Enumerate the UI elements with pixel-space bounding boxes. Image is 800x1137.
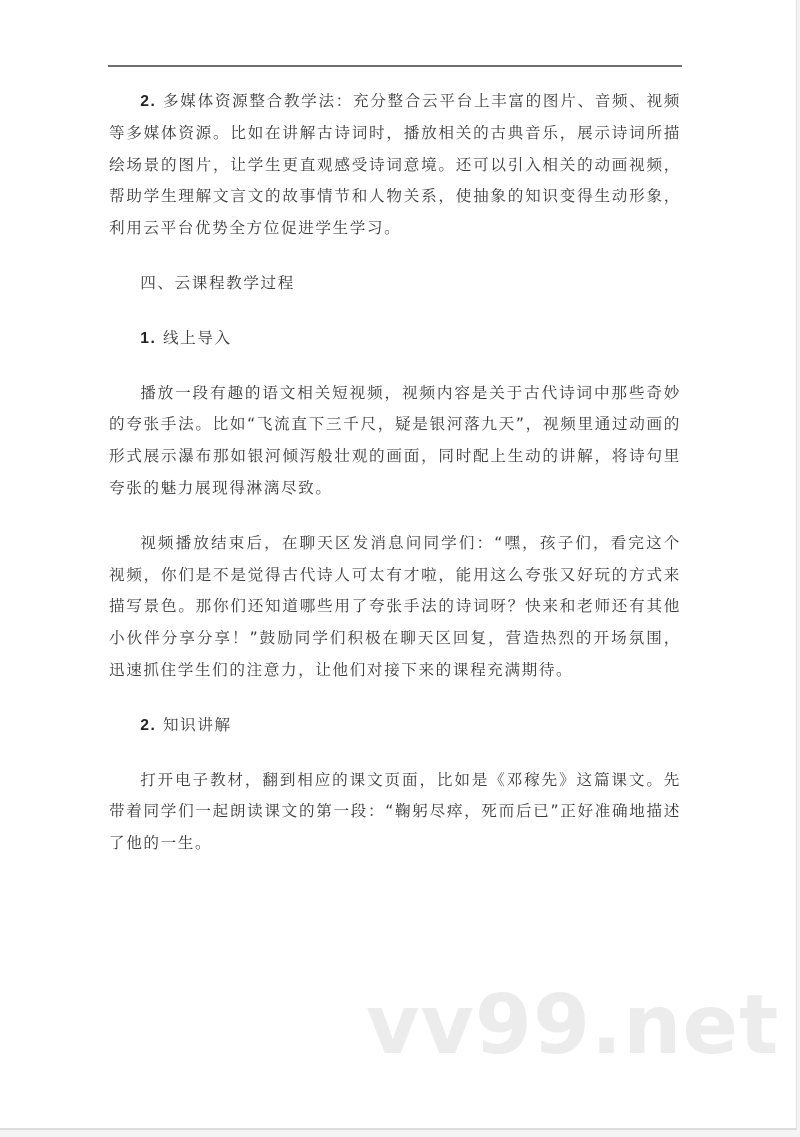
heading-text: 四、云课程教学过程 — [140, 273, 295, 292]
heading-text: 知识讲解 — [156, 715, 232, 734]
document-body — [109, 86, 681, 883]
watermark: vv99.net — [366, 978, 780, 1073]
heading-text: 线上导入 — [156, 328, 232, 347]
paragraph-multimedia-method — [109, 86, 681, 245]
item-number: 2. — [140, 716, 157, 734]
paragraph-text: 多媒体资源整合教学法：充分整合云平台上丰富的图片、音频、视频等多媒体资源。比如在讲解古诗词时，播放相关的古典音乐，展示诗词所描绘场景的图片，让学生更直观感受诗词意境。还可以引入相关的动画视频，帮助学生理解文言文的故事情节和人物关系，使抽象的知识变得生动形象，利用云平台优势全方位促进学生学习。 — [109, 92, 681, 238]
paragraph-video-intro — [109, 378, 681, 505]
subheading-online-intro — [109, 323, 681, 355]
item-number: 1. — [140, 329, 157, 347]
item-number: 2. — [140, 93, 157, 110]
paragraph-text: 视频播放结束后，在聊天区发消息问同学们：“嘿，孩子们，看完这个视频，你们是不是觉得古代诗人可太有才啦，能用这么夸张又好玩的方式来描写景色。那你们还知道哪些用了夸张手法的诗词呀？快来和老师还有其他小伙伴分享分享！”鼓励同学们积极在聊天区回复，营造热烈的开场氛围，迅速抓住学生们的注意力，让他们对接下来的课程充满期待。 — [109, 533, 681, 679]
subheading-knowledge-explanation — [109, 710, 681, 742]
paragraph-text: 打开电子教材，翻到相应的课文页面，比如是《邓稼先》这篇课文。先带着同学们一起朗读课文的第一段：“鞠躬尽瘁，死而后已”正好准确地描述了他的一生。 — [109, 770, 681, 853]
paragraph-text: 播放一段有趣的语文相关短视频，视频内容是关于古代诗词中那些奇妙的夸张手法。比如“飞流直下三千尺，疑是银河落九天”，视频里通过动画的形式展示瀑布那如银河倾泻般壮观的画面，同时配上生动的讲解，将诗句里夸张的魅力展现得淋漓尽致。 — [109, 383, 681, 497]
paragraph-chat-discussion — [109, 528, 681, 687]
paragraph-textbook-reading — [109, 765, 681, 860]
header-divider — [108, 65, 682, 67]
section-heading-cloud-course-process — [109, 268, 681, 300]
